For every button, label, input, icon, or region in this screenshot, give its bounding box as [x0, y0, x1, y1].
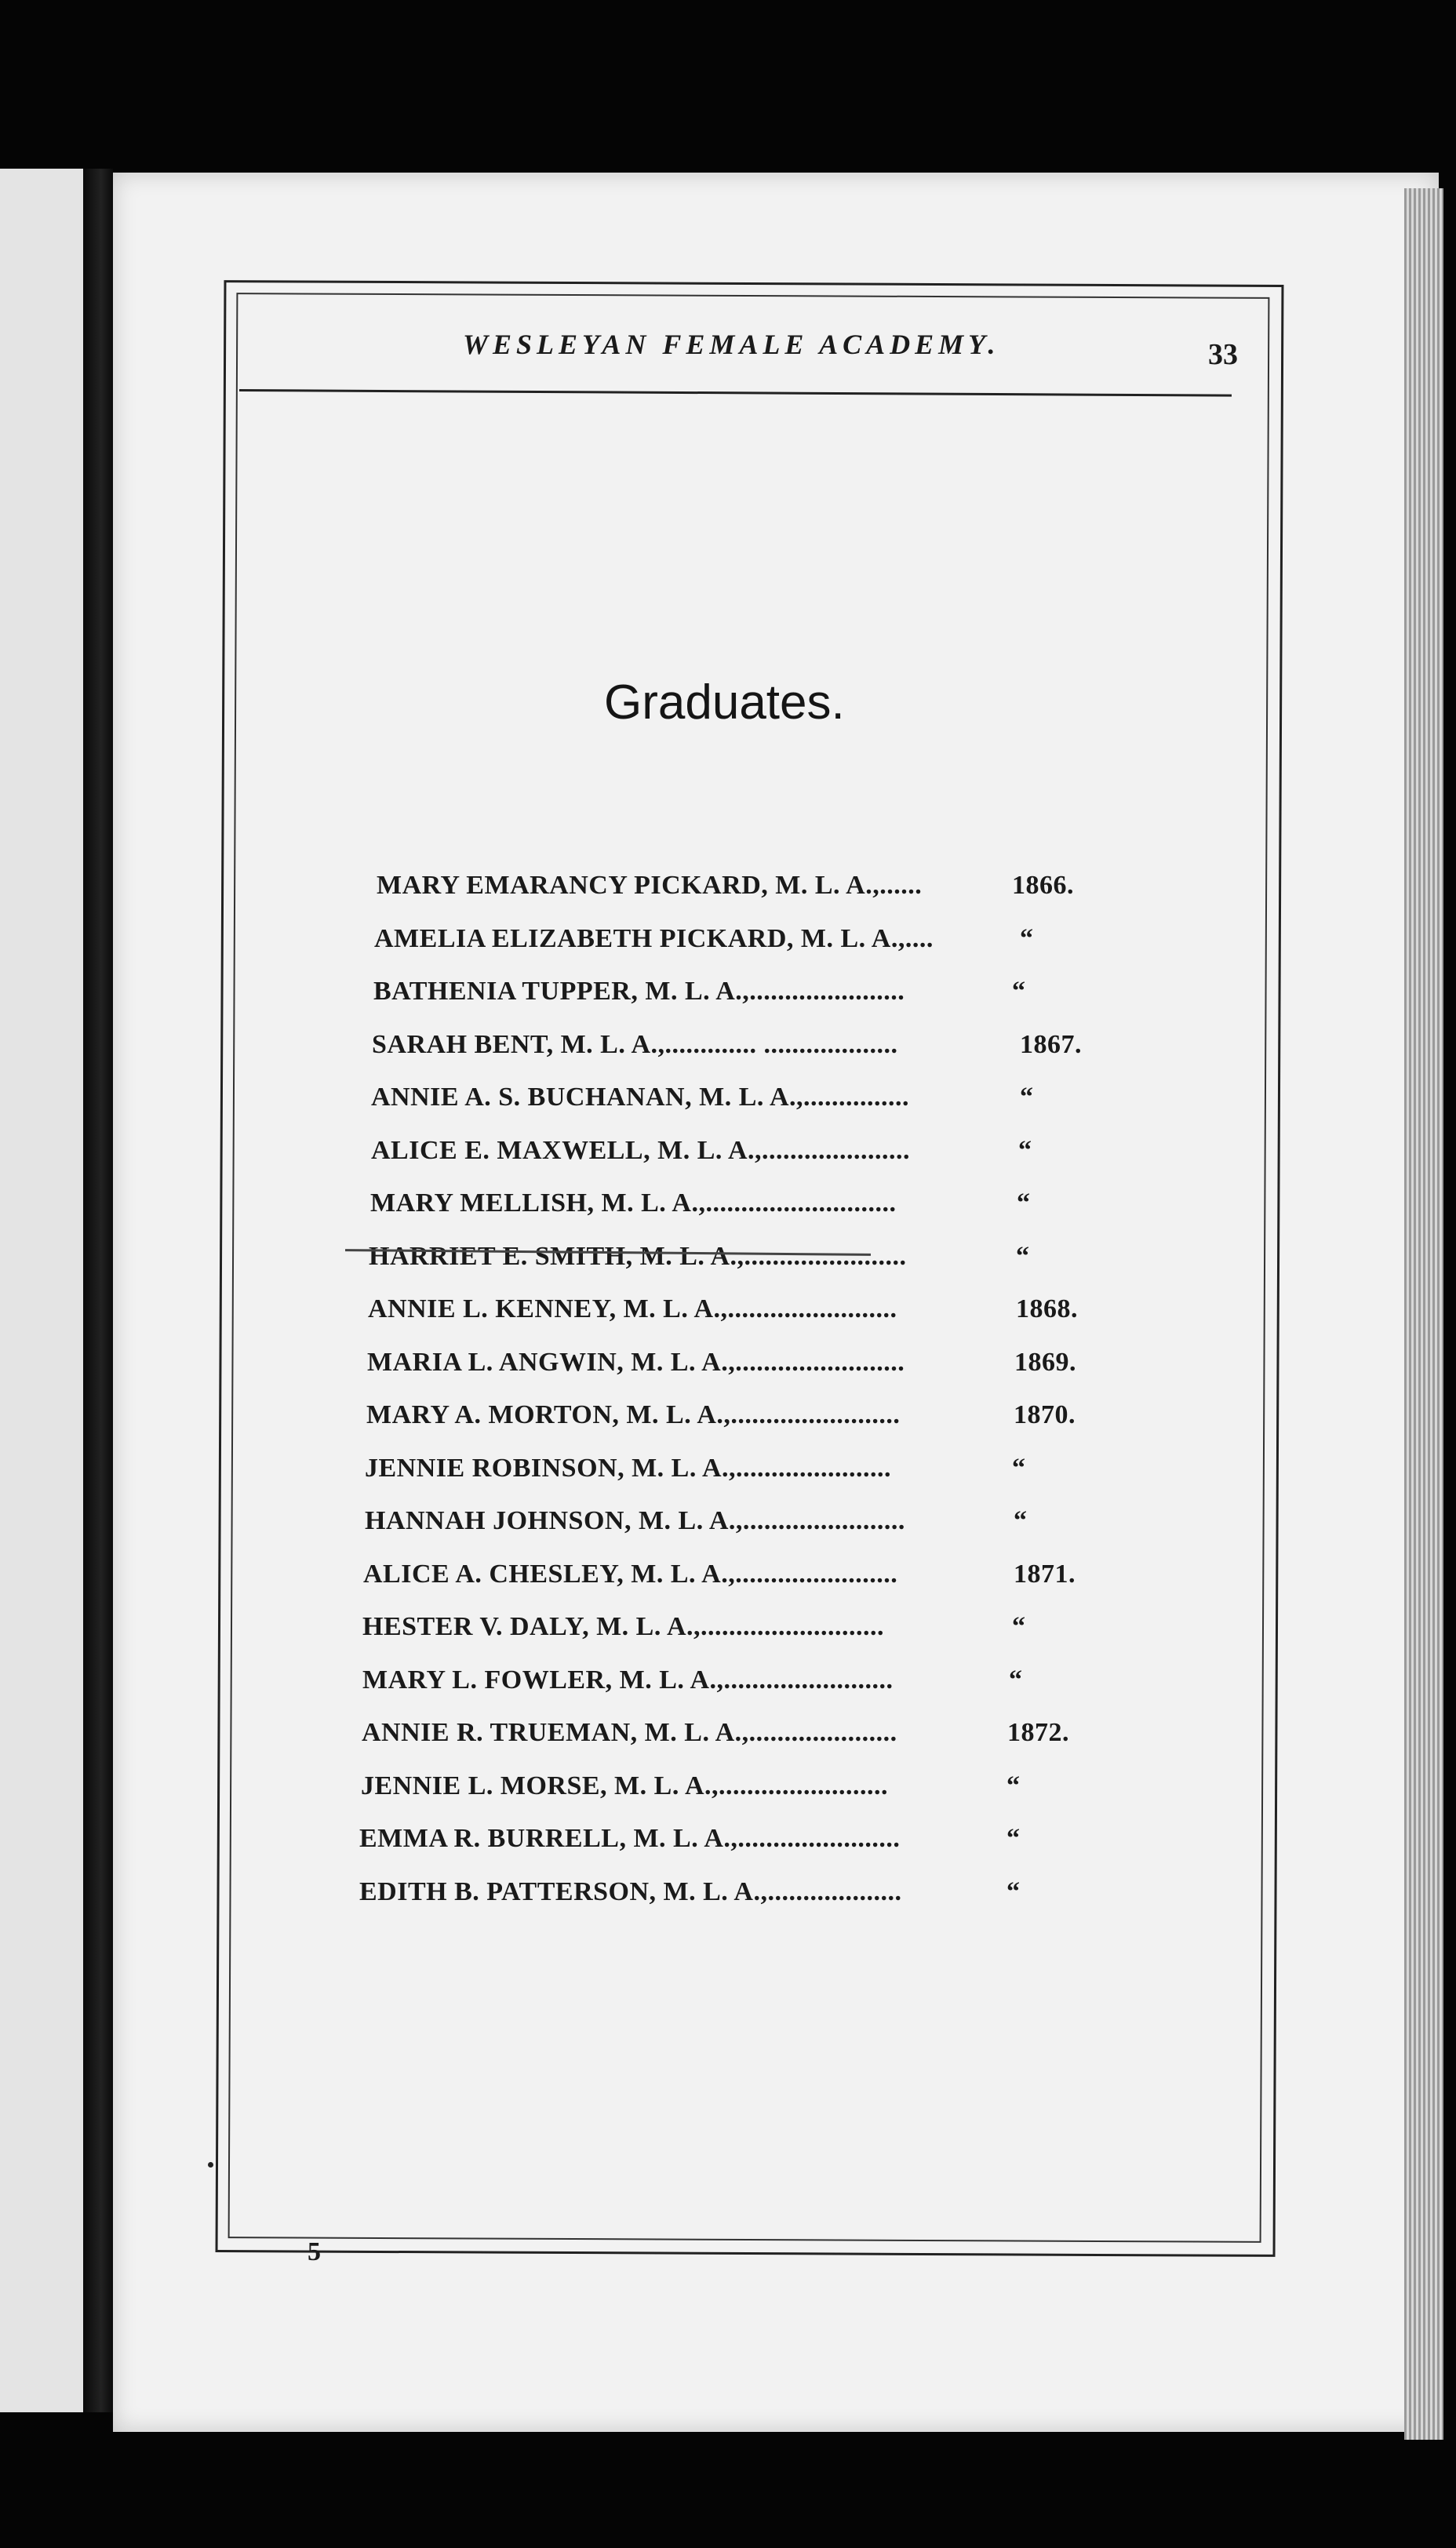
graduate-year: “	[1009, 1665, 1023, 1694]
graduate-row	[345, 1188, 1130, 1242]
graduate-row	[345, 1030, 1130, 1083]
graduate-name: HARRIET E. SMITH, M. L. A.,.......................	[369, 1241, 907, 1271]
graduate-year: “	[1006, 1824, 1021, 1853]
graduate-year: 1869.	[1014, 1347, 1076, 1377]
graduate-year: 1870.	[1014, 1400, 1076, 1429]
graduate-name: MARY A. MORTON, M. L. A.,........................	[366, 1400, 901, 1429]
graduate-row	[345, 1348, 1130, 1401]
graduate-row	[345, 871, 1130, 924]
graduate-name: ALICE A. CHESLEY, M. L. A.,.......................	[363, 1559, 898, 1589]
graduate-name: SARAH BENT, M. L. A.,............. ...................	[372, 1029, 898, 1059]
graduate-name: ANNIE A. S. BUCHANAN, M. L. A.,...............	[371, 1083, 910, 1112]
graduate-row	[345, 1136, 1130, 1189]
graduate-name: JENNIE ROBINSON, M. L. A.,......................	[365, 1453, 892, 1483]
facing-page-edge	[0, 169, 88, 2412]
page-number: 33	[1208, 338, 1238, 371]
graduate-name: JENNIE L. MORSE, M. L. A.,........................	[361, 1771, 888, 1800]
graduate-name: MARY MELLISH, M. L. A.,...........................	[370, 1188, 897, 1218]
book-gutter	[83, 169, 113, 2412]
graduate-row	[345, 977, 1130, 1030]
graduate-name: EMMA R. BURRELL, M. L. A.,.......................	[359, 1824, 901, 1853]
graduate-row	[345, 1294, 1130, 1348]
graduate-row	[345, 1771, 1130, 1825]
graduate-year: 1871.	[1014, 1559, 1076, 1589]
graduate-name: MARY L. FOWLER, M. L. A.,........................	[362, 1665, 894, 1694]
ink-dot	[208, 2162, 213, 2168]
signature-mark: 5	[308, 2237, 321, 2266]
graduate-name: HANNAH JOHNSON, M. L. A.,.......................	[365, 1506, 905, 1535]
graduate-year: 1866.	[1012, 871, 1074, 900]
graduate-name: ANNIE L. KENNEY, M. L. A.,........................	[368, 1294, 897, 1323]
graduate-year: “	[1014, 1506, 1028, 1535]
graduate-year: “	[1012, 1453, 1026, 1483]
graduate-year: “	[1006, 1876, 1021, 1906]
graduate-year: “	[1012, 1612, 1026, 1641]
graduate-row	[345, 1824, 1130, 1877]
graduate-row	[345, 1665, 1130, 1719]
graduate-year: “	[1006, 1771, 1021, 1800]
graduate-name: MARIA L. ANGWIN, M. L. A.,........................	[367, 1347, 905, 1377]
graduate-year: “	[1020, 923, 1034, 953]
graduate-year: “	[1017, 1188, 1031, 1218]
running-head: WESLEYAN FEMALE ACADEMY.	[463, 329, 1000, 360]
graduate-year: “	[1020, 1083, 1034, 1112]
graduate-year: 1872.	[1007, 1718, 1069, 1747]
graduate-row	[345, 1083, 1130, 1136]
graduate-year: 1868.	[1016, 1294, 1078, 1323]
graduate-name: HESTER V. DALY, M. L. A.,..........................	[362, 1612, 885, 1641]
graduate-name: BATHENIA TUPPER, M. L. A.,......................	[373, 977, 905, 1006]
graduate-year: “	[1016, 1241, 1030, 1271]
page-stack-edge	[1404, 188, 1443, 2440]
graduate-row	[345, 1612, 1130, 1665]
graduate-name: ANNIE R. TRUEMAN, M. L. A.,.....................	[362, 1718, 897, 1747]
graduate-year: 1867.	[1020, 1029, 1082, 1059]
graduate-row	[345, 1506, 1130, 1560]
graduate-year: “	[1012, 977, 1026, 1006]
section-title: Graduates.	[604, 675, 845, 730]
graduate-row	[345, 1400, 1130, 1454]
graduate-row	[345, 1718, 1130, 1771]
graduate-name: ALICE E. MAXWELL, M. L. A.,.....................	[371, 1135, 911, 1165]
graduate-name: EDITH B. PATTERSON, M. L. A.,...................	[359, 1876, 902, 1906]
graduate-row	[345, 924, 1130, 977]
graduate-name: MARY EMARANCY PICKARD, M. L. A.,......	[377, 871, 923, 900]
graduate-year: “	[1018, 1135, 1032, 1165]
graduate-row	[345, 1877, 1130, 1931]
graduates-list	[345, 871, 1130, 1930]
graduate-row	[345, 1560, 1130, 1613]
graduate-name: AMELIA ELIZABETH PICKARD, M. L. A.,....	[374, 923, 934, 953]
graduate-row	[345, 1454, 1130, 1507]
